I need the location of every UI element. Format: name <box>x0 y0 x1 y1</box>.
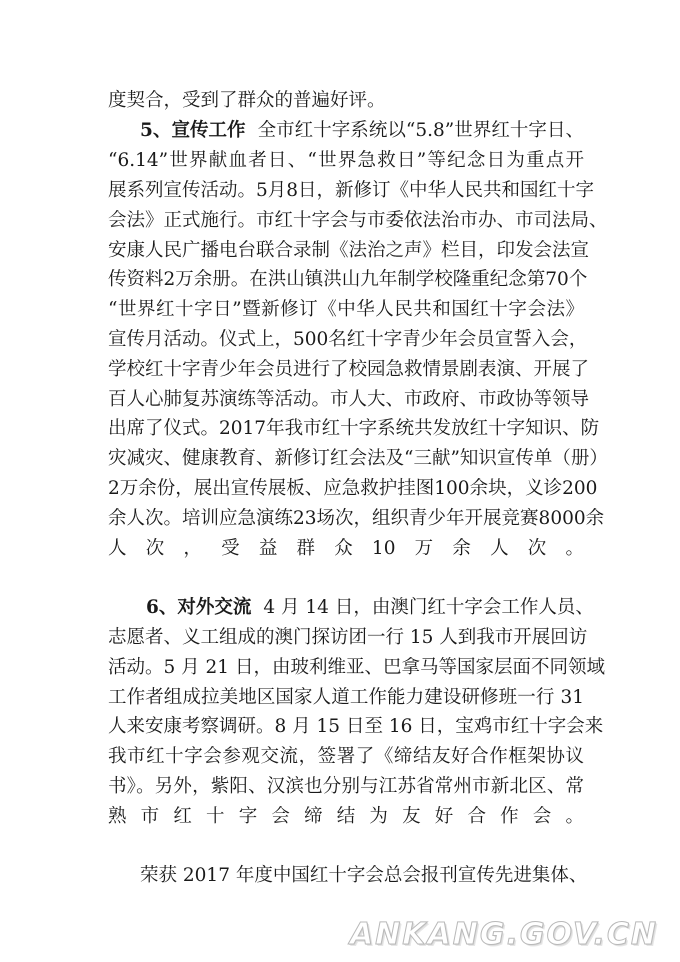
site-watermark: ANKANG.GOV.CN <box>349 917 658 952</box>
text-line: 人次，受益群众10万余人次。 <box>108 538 584 559</box>
text-line: 2万余份，展出宣传展板、应急救护挂图100余块，义诊200 <box>108 478 598 499</box>
text-line: 百人心肺复苏演练等活动。市人大、市政府、市政协等领导 <box>108 389 590 410</box>
text-line: 安康人民广播电台联合录制《法治之声》栏目，印发会法宣 <box>108 240 590 261</box>
text-line: 展系列宣传活动。5月8日，新修订《中华人民共和国红十字 <box>108 180 595 201</box>
text-line: “6.14”世界献血者日、“世界急救日”等纪念日为重点开 <box>108 150 584 171</box>
text-line: 6、对外交流 4 月 14 日，由澳门红十字会工作人员、 <box>146 597 594 618</box>
text-line: 余人次。培训应急演练23场次，组织青少年开展竞赛8000余 <box>108 508 605 529</box>
text-line: 活动。5 月 21 日，由玻利维亚、巴拿马等国家层面不同领域 <box>108 657 605 678</box>
text-line: “世界红十字日”暨新修订《中华人民共和国红十字会法》 <box>108 299 584 320</box>
text-line: 志愿者、义工组成的澳门探访团一行 15 人到我市开展回访 <box>108 627 588 648</box>
text-line: 会法》正式施行。市红十字会与市委依法治市办、市司法局、 <box>108 210 608 231</box>
text-line: 灾减灾、健康教育、新修订红会法及“三献”知识宣传单（册） <box>108 448 608 469</box>
section-heading-exchange: 6、对外交流 <box>146 597 252 618</box>
section-heading-publicity: 5、宣传工作 <box>140 120 246 141</box>
text-line: 人来安康考察调研。8 月 15 日至 16 日，宝鸡市红十字会来 <box>108 716 604 737</box>
text-line: 工作者组成拉美地区国家人道工作能力建设研修班一行 31 <box>108 687 584 708</box>
text-line: 传资料2万余册。在洪山镇洪山九年制学校隆重纪念第70个 <box>108 269 588 290</box>
text-line: 书》。另外，紫阳、汉滨也分别与江苏省常州市新北区、常 <box>108 776 584 797</box>
text-line: 我市红十字会参观交流，签署了《缔结友好合作框架协议 <box>108 746 584 767</box>
text-line: 宣传月活动。仪式上，500名红十字青少年会员宣誓入会， <box>108 329 588 350</box>
text-line: 荣获 2017 年度中国红十字会总会报刊宣传先进集体、 <box>140 865 588 886</box>
text-line: 度契合，受到了群众的普遍好评。 <box>108 90 386 111</box>
text-line: 出席了仪式。2017年我市红十字系统共发放红十字知识、防 <box>108 418 600 439</box>
text-line: 熟市红十字会缔结为友好合作会。 <box>108 806 584 827</box>
text-line: 5、宣传工作 全市红十字系统以“5.8”世界红十字日、 <box>140 120 585 141</box>
text-line: 学校红十字青少年会员进行了校园急救情景剧表演、开展了 <box>108 359 590 380</box>
